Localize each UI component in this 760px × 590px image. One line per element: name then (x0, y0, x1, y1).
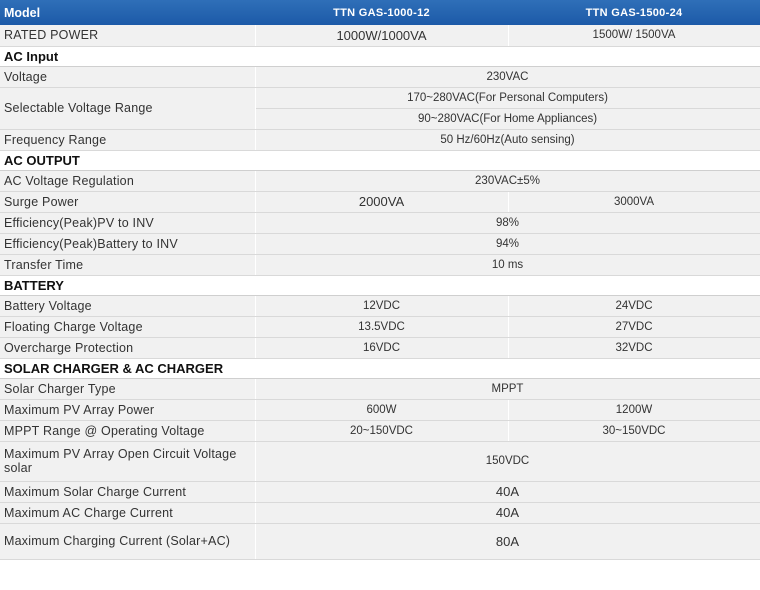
table-row (0, 502, 760, 523)
section-title: AC OUTPUT (0, 150, 760, 170)
row-value: 230VAC (255, 66, 760, 87)
section-header (0, 46, 760, 66)
row-label: Maximum AC Charge Current (0, 502, 255, 523)
row-value: 16VDC (255, 337, 508, 358)
table-row (0, 254, 760, 275)
row-label: Transfer Time (0, 254, 255, 275)
section-title: AC Input (0, 46, 760, 66)
row-value: MPPT (255, 378, 760, 399)
row-value: 27VDC (508, 316, 760, 337)
table-row (0, 399, 760, 420)
row-value: 10 ms (255, 254, 760, 275)
table-row (0, 66, 760, 87)
row-value: 94% (255, 233, 760, 254)
row-value: 12VDC (255, 295, 508, 316)
table-row (0, 441, 760, 481)
table-row (0, 87, 760, 108)
row-label: RATED POWER (0, 25, 255, 46)
row-value: 98% (255, 212, 760, 233)
header-col2: TTN GAS-1500-24 (508, 0, 760, 25)
row-value: 30~150VDC (508, 420, 760, 441)
row-value: 40A (255, 502, 760, 523)
row-label: Selectable Voltage Range (0, 87, 255, 129)
row-value: 32VDC (508, 337, 760, 358)
row-label: Efficiency(Peak)Battery to INV (0, 233, 255, 254)
table-row (0, 337, 760, 358)
section-header (0, 358, 760, 378)
row-label: Battery Voltage (0, 295, 255, 316)
row-value: 50 Hz/60Hz(Auto sensing) (255, 129, 760, 150)
table-row (0, 129, 760, 150)
table-row (0, 295, 760, 316)
table-row (0, 420, 760, 441)
header-model: Model (0, 0, 255, 25)
table-row (0, 378, 760, 399)
row-value: 80A (255, 523, 760, 559)
row-value: 150VDC (255, 441, 760, 481)
table-row (0, 523, 760, 559)
table-row (0, 233, 760, 254)
table-row (0, 170, 760, 191)
section-title: SOLAR CHARGER & AC CHARGER (0, 358, 760, 378)
table-row (0, 25, 760, 46)
row-value: 1000W/1000VA (255, 25, 508, 46)
row-value: 600W (255, 399, 508, 420)
table-row (0, 316, 760, 337)
row-value: 1200W (508, 399, 760, 420)
row-label: Frequency Range (0, 129, 255, 150)
row-label: Overcharge Protection (0, 337, 255, 358)
table-header (0, 0, 760, 25)
row-label: Maximum Solar Charge Current (0, 481, 255, 502)
section-title: BATTERY (0, 275, 760, 295)
row-label: MPPT Range @ Operating Voltage (0, 420, 255, 441)
row-value: 1500W/ 1500VA (508, 25, 760, 46)
row-value: 3000VA (508, 191, 760, 212)
row-value: 24VDC (508, 295, 760, 316)
row-value: 230VAC±5% (255, 170, 760, 191)
row-value: 90~280VAC(For Home Appliances) (255, 108, 760, 129)
row-label: Floating Charge Voltage (0, 316, 255, 337)
section-header (0, 150, 760, 170)
row-label: Surge Power (0, 191, 255, 212)
row-label: Maximum PV Array Power (0, 399, 255, 420)
row-value: 40A (255, 481, 760, 502)
row-label: Solar Charger Type (0, 378, 255, 399)
header-col1: TTN GAS-1000-12 (255, 0, 508, 25)
section-header (0, 275, 760, 295)
row-label: Maximum Charging Current (Solar+AC) (0, 523, 255, 559)
table-row (0, 212, 760, 233)
row-label: AC Voltage Regulation (0, 170, 255, 191)
row-label: Voltage (0, 66, 255, 87)
row-value: 2000VA (255, 191, 508, 212)
row-label: Maximum PV Array Open Circuit Voltage solar (0, 441, 255, 481)
table-row (0, 191, 760, 212)
row-value: 170~280VAC(For Personal Computers) (255, 87, 760, 108)
row-label: Efficiency(Peak)PV to INV (0, 212, 255, 233)
table-row (0, 481, 760, 502)
row-value: 20~150VDC (255, 420, 508, 441)
row-value: 13.5VDC (255, 316, 508, 337)
